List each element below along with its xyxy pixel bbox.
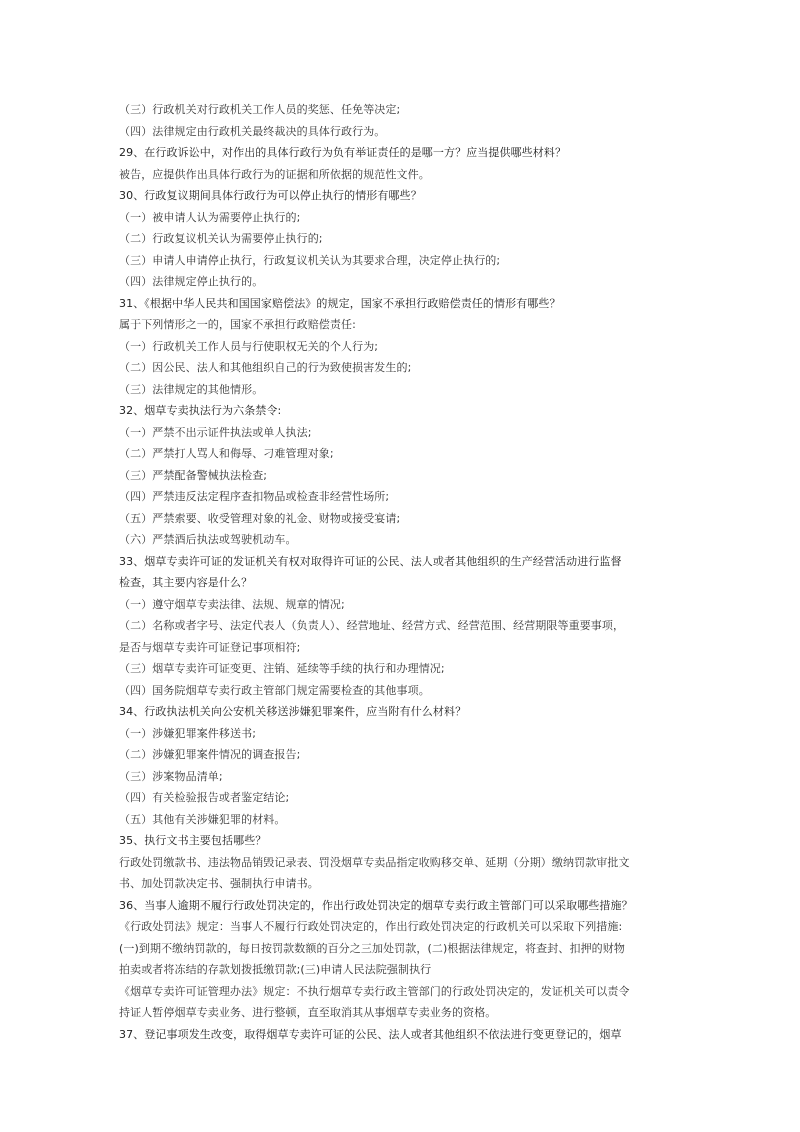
text-line: 《烟草专卖许可证管理办法》规定：不执行烟草专卖行政主管部门的行政处罚决定的，发证机关可以责令 [119,984,630,998]
text-line: （三）法律规定的其他情形。 [119,382,264,396]
question-heading: 35、执行文书主要包括哪些？ [119,834,267,847]
question-heading: 37、登记事项发生改变，取得烟草专卖许可证的公民、法人或者其他组织不依法进行变更登记的，烟草 [119,1027,622,1041]
text-line: 是否与烟草专卖许可证登记事项相符; [119,640,301,654]
text-line: （四）有关检验报告或者鉴定结论; [119,791,290,804]
question-heading: 31、《根据中华人民共和国国家赔偿法》的规定，国家不承担行政赔偿责任的情形有哪些？ [119,296,561,310]
text-line: 被告，应提供作出具体行政行为的证据和所依据的规范性文件。 [119,167,430,181]
text-line: 持证人暂停烟草专卖业务、进行整顿，直至取消其从事烟草专卖业务的资格。 [119,1006,497,1019]
text-line: （五）严禁索要、收受管理对象的礼金、财物或接受宴请; [119,511,401,525]
text-line: 属于下列情形之一的，国家不承担行政赔偿责任: [119,318,356,331]
text-line: （二）名称或者字号、法定代表人（负责人）、经营地址、经营方式、经营范围、经营期限等重要事项， [119,619,625,632]
text-line: （一）遵守烟草专卖法律、法规、规章的情况; [119,597,345,611]
text-line: （三）行政机关对行政机关工作人员的奖惩、任免等决定; [119,103,401,116]
text-line: 拍卖或者将冻结的存款划拨抵缴罚款;(三)申请人民法院强制执行 [119,963,432,976]
text-line: （二）行政复议机关认为需要停止执行的; [119,232,323,245]
text-line: 行政处罚缴款书、违法物品销毁记录表、罚没烟草专卖品指定收购移交单、延期（分期）缴纳罚款审批文 [119,855,630,869]
text-line: （一）行政机关工作人员与行使职权无关的个人行为; [119,339,379,353]
text-line: （二）因公民、法人和其他组织自己的行为致使损害发生的; [119,361,412,374]
text-line: （五）其他有关涉嫌犯罪的材料。 [119,812,286,826]
text-line: （四）国务院烟草专卖行政主管部门规定需要检查的其他事项。 [119,683,430,697]
question-heading-continued: 检查，其主要内容是什么？ [119,576,253,589]
text-line: 书、加处罚款决定书、强制执行申请书。 [119,877,319,890]
text-line: （四）法律规定由行政机关最终裁决的具体行政行为。 [119,124,386,138]
text-line: 《行政处罚法》规定：当事人不履行行政处罚决定的，作出行政处罚决定的行政机关可以采取下列措施: [119,920,623,933]
text-line: （二）严禁打人骂人和侮辱、刁难管理对象; [119,447,334,460]
text-line: （三）申请人申请停止执行，行政复议机关认为其要求合理，决定停止执行的; [119,253,501,267]
text-line: （三）严禁配备警械执法检查; [119,468,268,482]
question-heading: 34、行政执法机关向公安机关移送涉嫌犯罪案件，应当附有什么材料？ [119,705,467,718]
question-heading: 33、烟草专卖许可证的发证机关有权对取得许可证的公民、法人或者其他组织的生产经营活动进行监督 [119,554,622,568]
text-line: （一）涉嫌犯罪案件移送书; [119,726,257,740]
text-line: （二）涉嫌犯罪案件情况的调查报告; [119,748,301,761]
text-line: （四）法律规定停止执行的。 [119,275,264,288]
text-line: (一)到期不缴纳罚款的，每日按罚款数额的百分之三加处罚款，(二)根据法律规定，将查封、扣押的财物 [119,941,625,955]
text-line: （一）被申请人认为需要停止执行的; [119,210,301,224]
question-heading: 30、行政复议期间具体行政行为可以停止执行的情形有哪些？ [119,189,422,202]
text-line: （六）严禁酒后执法或驾驶机动车。 [119,533,297,546]
text-line: （四）严禁违反法定程序查扣物品或检查非经营性场所; [119,490,390,503]
question-heading: 32、烟草专卖执法行为六条禁令: [119,404,282,417]
question-heading: 29、在行政诉讼中，对作出的具体行政行为负有举证责任的是哪一方？应当提供哪些材料？ [119,146,567,159]
text-line: （三）涉案物品清单; [119,769,223,783]
text-line: （一）严禁不出示证件执法或单人执法; [119,425,312,439]
question-heading: 36、当事人逾期不履行行政处罚决定的，作出行政处罚决定的烟草专卖行政主管部门可以采取哪些措施？ [119,898,633,912]
document-page [119,99,684,1045]
text-line: （三）烟草专卖许可证变更、注销、延续等手续的执行和办理情况; [119,662,445,675]
